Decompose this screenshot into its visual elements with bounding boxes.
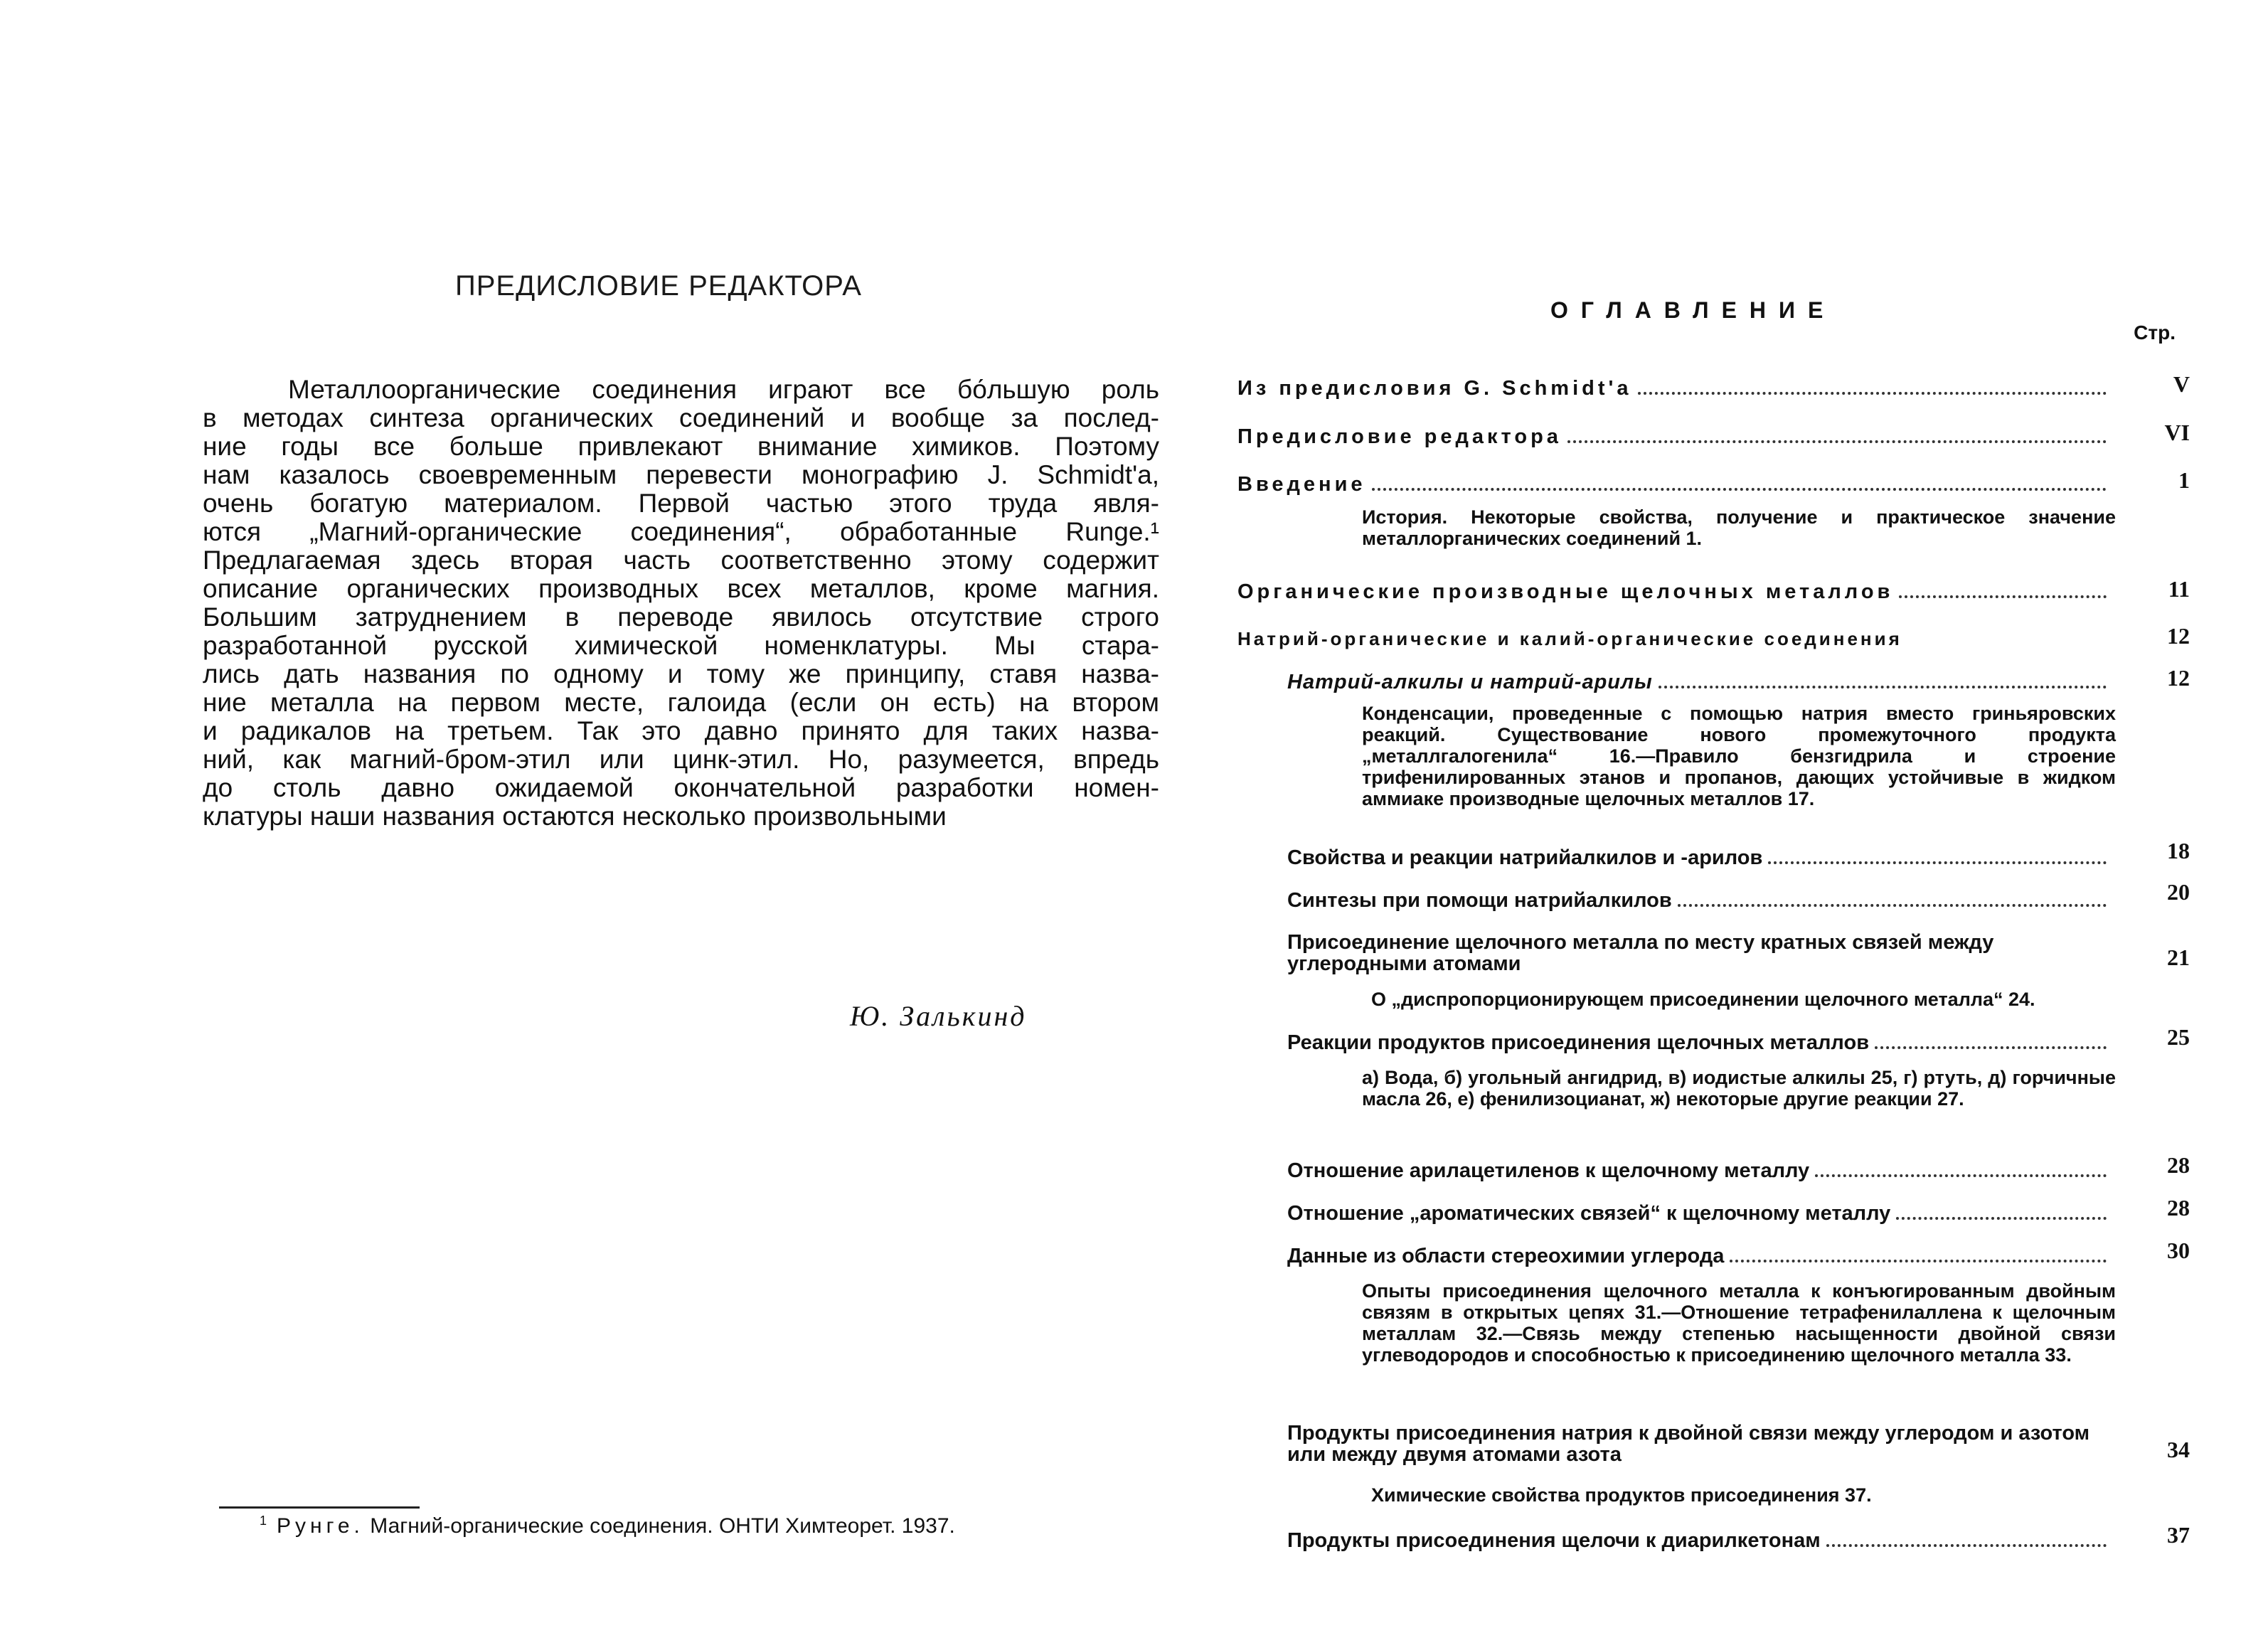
leader-dots <box>1372 488 2107 491</box>
toc-entry-description: Химические свойства продуктов присоединения 37. <box>1371 1484 1872 1506</box>
leader-dots <box>1659 686 2107 688</box>
toc-entry[interactable] <box>1287 932 2112 974</box>
toc-page-number: 28 <box>2167 1195 2190 1220</box>
toc-entry[interactable] <box>1237 377 2112 400</box>
toc-page-number: V <box>2173 371 2190 397</box>
preface-line: ний, как магний-бром-этил или цинк-этил. Но, разумеется, впредь <box>203 745 1159 774</box>
preface-line: разработанной русской химической номенклатуры. Мы стара- <box>203 631 1159 660</box>
toc-entry-label: Отношение арилацетиленов к щелочному металлу <box>1287 1159 1810 1182</box>
preface-line: Предлагаемая здесь вторая часть соответственно этому содержит <box>203 546 1159 575</box>
preface-line: до столь давно ожидаемой окончательной разработки номен- <box>203 773 1159 802</box>
toc-entry-label: Натрий-алкилы и натрий-арилы <box>1287 671 1653 693</box>
leader-dots <box>1768 861 2107 864</box>
toc-entry-label: Продукты присоединения щелочи к диарилкетонам <box>1287 1529 1821 1552</box>
leader-dots <box>1826 1544 2107 1547</box>
footnote <box>260 1514 955 1538</box>
toc-entry-description: Опыты присоединения щелочного металла к конъюгированным двойным связям в открытых цепях 31.—Отношение тетрафенилаллена к щелочным металлам 32.—Связь между степенью насыщенности двойной связи углеводородов и способностью к присоединению щелочного металла 33. <box>1362 1280 2116 1366</box>
toc-entry[interactable] <box>1237 628 2134 650</box>
toc-entry[interactable] <box>1287 1422 2112 1465</box>
preface-line: в методах синтеза органических соединений и вообще за послед- <box>203 403 1159 432</box>
toc-page-number: 18 <box>2167 838 2190 863</box>
toc-entry-label: Присоединение щелочного металла по месту кратных связей между углеродными атомами <box>1287 931 1994 975</box>
toc-entry[interactable] <box>1287 889 2112 913</box>
toc-entry-label: Данные из области стереохимии углерода <box>1287 1245 1725 1267</box>
leader-dots <box>1638 392 2107 395</box>
toc-page-number: 12 <box>2167 623 2190 649</box>
toc-page-number: 21 <box>2167 945 2190 970</box>
toc-entry[interactable] <box>1287 1202 2112 1225</box>
toc-entry-label: Предисловие редактора <box>1237 425 1562 448</box>
toc-entry-label: Свойства и реакции натрийалкилов и -арилов <box>1287 846 1763 869</box>
preface-line: и радикалов на третьем. Так это давно принято для таких назва- <box>203 716 1159 745</box>
preface-line: ние металла на первом месте, галоида (если он есть) на втором <box>203 688 1159 717</box>
toc-entry-description: История. Некоторые свойства, получение и практическое значение металлорганических соединений 1. <box>1362 506 2116 549</box>
preface-line: очень богатую материалом. Первой частью этого труда явля- <box>203 489 1159 518</box>
toc-entry-label: Отношение „ароматических связей“ к щелочному металлу <box>1287 1202 1891 1225</box>
preface-line: ние годы все больше привлекают внимание химиков. Поэтому <box>203 432 1159 461</box>
toc-page-number: 25 <box>2167 1024 2190 1050</box>
toc-entry-label: Из предисловия G. Schmidt'a <box>1237 377 1632 400</box>
preface-line: описание органических производных всех металлов, кроме магния. <box>203 574 1159 603</box>
toc-page-number: 30 <box>2167 1238 2190 1263</box>
preface-line: Большим затруднением в переводе явилось отсутствие строго <box>203 602 1159 632</box>
toc-entry-label: Реакции продуктов присоединения щелочных металлов <box>1287 1031 1870 1054</box>
editor-signature: Ю. Залькинд <box>850 1000 1027 1032</box>
footnote-divider <box>219 1506 420 1509</box>
preface-line: Металлоорганические соединения играют все бо́льшую роль <box>288 375 1159 404</box>
toc-page-number: 28 <box>2167 1152 2190 1178</box>
toc-entry[interactable] <box>1287 1159 2112 1183</box>
toc-entry-description: а) Вода, б) угольный ангидрид, в) иодистые алкилы 25, г) ртуть, д) горчичные масла 26, е) фенилизоцианат, ж) некоторые другие реакции 27. <box>1362 1067 2116 1110</box>
footnote-text: Магний-органические соединения. ОНТИ Химтеорет. 1937. <box>370 1514 955 1538</box>
preface-line: нам казалось своевременным перевести монографию J. Schmidt'a, <box>203 460 1159 489</box>
toc-page-number: 20 <box>2167 879 2190 905</box>
toc-page-number: 1 <box>2178 467 2190 493</box>
toc-page-number: 12 <box>2167 665 2190 691</box>
toc-entry[interactable] <box>1287 671 2112 694</box>
toc-entry[interactable] <box>1237 580 2112 604</box>
preface-line: лись дать названия по одному и тому же принципу, ставя назва- <box>203 659 1159 688</box>
preface-line: клатуры наши названия остаются несколько произвольными <box>203 802 947 831</box>
toc-entry-label: Органические производные щелочных металлов <box>1237 580 1894 603</box>
footnote-author: Рунге. <box>277 1514 364 1538</box>
toc-page-number: VI <box>2164 420 2190 445</box>
toc-entry[interactable] <box>1287 1031 2112 1055</box>
toc-title: ОГЛАВЛЕНИЕ <box>1550 297 1836 323</box>
toc-entry-label: Продукты присоединения натрия к двойной связи между углеродом и азотом или между двумя атомами азота <box>1287 1422 2090 1466</box>
toc-page-number: 34 <box>2167 1437 2190 1462</box>
preface-line: ются „Магний-органические соединения“, обработанные Runge.¹ <box>203 517 1159 546</box>
leader-dots <box>1815 1174 2107 1177</box>
toc-entry[interactable] <box>1287 846 2112 870</box>
toc-entry-label: Натрий-органические и калий-органические соединения <box>1237 628 1902 649</box>
toc-entry[interactable] <box>1287 1245 2112 1268</box>
preface-title: ПРЕДИСЛОВИЕ РЕДАКТОРА <box>455 270 862 302</box>
page-column-header: Стр. <box>2134 321 2176 344</box>
toc-entry-label: Введение <box>1237 473 1366 496</box>
right-page <box>1209 0 2268 1638</box>
leader-dots <box>1875 1046 2107 1049</box>
leader-dots <box>1730 1260 2107 1262</box>
toc-entry[interactable] <box>1237 473 2112 496</box>
toc-entry[interactable] <box>1287 1529 2112 1553</box>
footnote-marker: 1 <box>260 1514 267 1528</box>
toc-page-number: 11 <box>2168 576 2190 602</box>
leader-dots <box>1896 1217 2107 1220</box>
toc-entry[interactable] <box>1237 425 2112 449</box>
leader-dots <box>1899 595 2107 598</box>
leader-dots <box>1678 904 2107 907</box>
toc-entry-description: Конденсации, проведенные с помощью натрия вместо гриньяровских реакций. Существование нового промежуточного продукта „металлгалогенила“ 16.—Правило бензгидрила и строение трифенилированных этанов и пропанов, дающих устойчивые в жидком аммиаке производные щелочных металлов 17. <box>1362 703 2116 809</box>
toc-page-number: 37 <box>2167 1522 2190 1548</box>
leader-dots <box>1567 440 2107 443</box>
toc-entry-description: О „диспропорционирующем присоединении щелочного металла“ 24. <box>1371 989 2035 1010</box>
toc-entry-label: Синтезы при помощи натрийалкилов <box>1287 889 1672 912</box>
